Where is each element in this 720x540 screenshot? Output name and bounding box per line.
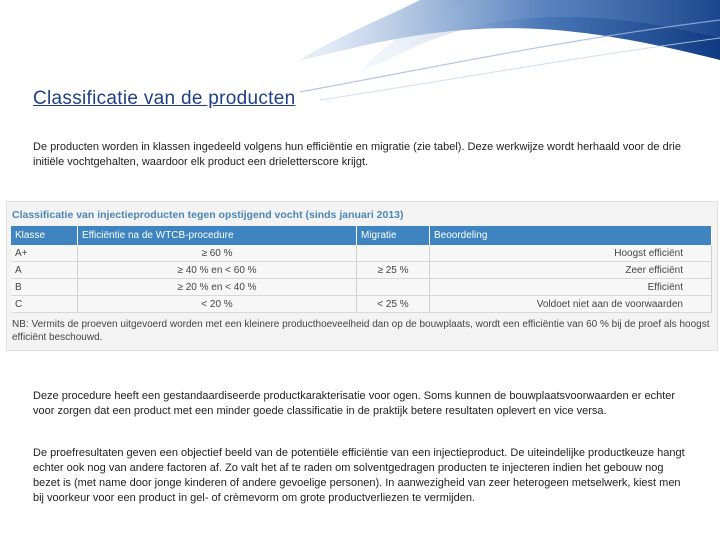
cell-migration: [357, 245, 430, 262]
column-header-assessment: Beoordeling: [430, 226, 712, 245]
cell-migration: [357, 279, 430, 296]
table-title: Classificatie van injectieproducten tegen opstijgend vocht (sinds januari 2013): [12, 209, 404, 221]
column-header-efficiency: Efficiëntie na de WTCB-procedure: [78, 226, 357, 245]
cell-class: B: [11, 279, 78, 296]
column-header-migration: Migratie: [357, 226, 430, 245]
body-paragraph: De proefresultaten geven een objectief beeld van de potentiële efficiëntie van een injectieproduct. De uiteindelijke productkeuze hangt echter ook nog van andere factoren af. Zo valt het af te raden om solventgedragen producten te injecteren indien het gebouw nog bezet is (met name door jonge kinderen of andere gevoelige personen). In aanwezigheid van zeer heterogeen metselwerk, kiest men bij voorkeur voor een product in gel- of crèmevorm om grote productverliezen te vermijden.: [33, 447, 685, 504]
table-header-row: [11, 226, 712, 245]
table-footnote: NB: Vermits de proeven uitgevoerd worden met een kleinere producthoeveelheid dan op de bouwplaats, wordt een efficiëntie van 60 % bij de proef als hoogst efficiënt beschouwd.: [12, 319, 710, 343]
cell-migration: ≥ 25 %: [357, 262, 430, 279]
table-row: [11, 262, 712, 279]
cell-class: C: [11, 296, 78, 313]
cell-efficiency: ≥ 40 % en < 60 %: [78, 262, 357, 279]
cell-efficiency: ≥ 60 %: [78, 245, 357, 262]
table-row: [11, 279, 712, 296]
cell-assessment: Efficiënt: [430, 279, 712, 296]
intro-paragraph: De producten worden in klassen ingedeeld volgens hun efficiëntie en migratie (zie tabel). Deze werkwijze wordt herhaald voor de drie initiële vochtgehalten, waardoor elk product een drieletterscore krijgt.: [33, 141, 681, 168]
cell-efficiency: < 20 %: [78, 296, 357, 313]
classification-table: [11, 226, 712, 313]
cell-efficiency: ≥ 20 % en < 40 %: [78, 279, 357, 296]
table-row: [11, 296, 712, 313]
body-paragraph: Deze procedure heeft een gestandaardiseerde productkarakterisatie voor ogen. Soms kunnen de bouwplaatsvoorwaarden er echter voor zorgen dat een product met een minder goede classificatie in de praktijk betere resultaten oplevert en vice versa.: [33, 390, 676, 417]
cell-assessment: Voldoet niet aan de voorwaarden: [430, 296, 712, 313]
cell-migration: < 25 %: [357, 296, 430, 313]
column-header-class: Klasse: [11, 226, 78, 245]
cell-class: A: [11, 262, 78, 279]
classification-table-panel: [6, 201, 718, 351]
cell-class: A+: [11, 245, 78, 262]
table-row: [11, 245, 712, 262]
cell-assessment: Hoogst efficiënt: [430, 245, 712, 262]
page-title: Classificatie van de producten: [33, 88, 296, 109]
cell-assessment: Zeer efficiënt: [430, 262, 712, 279]
